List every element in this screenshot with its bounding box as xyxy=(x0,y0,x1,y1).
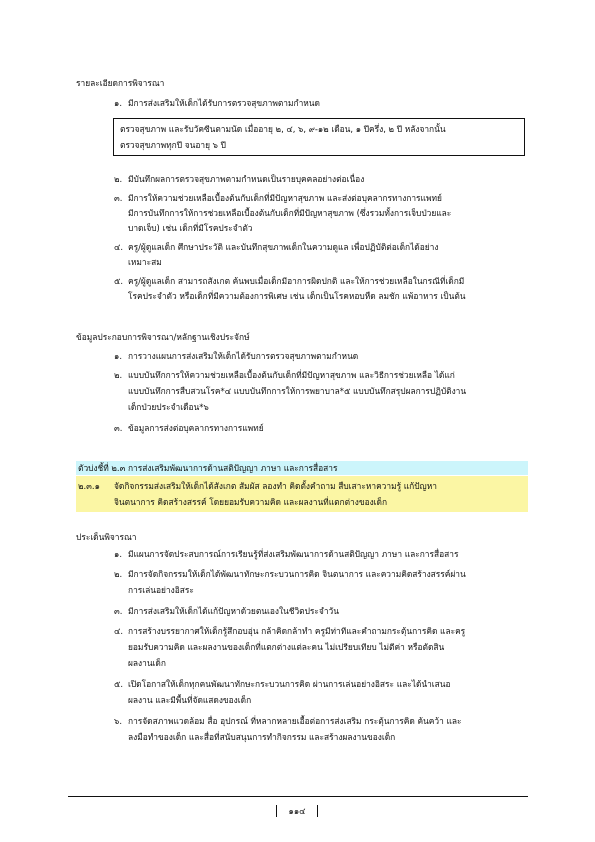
item-text: การเล่นอย่างอิสระ xyxy=(128,585,194,595)
item-text: ครู/ผู้ดูแลเด็ก สามารถสังเกต ค้นพบเมื่อเด็กมีอาการผิดปกติ และให้การช่วยเหลือในกรณีที่เด็กมี xyxy=(128,276,465,286)
item-text: ผลงาน และมีพื้นที่จัดแสดงของเด็ก xyxy=(128,695,252,705)
indicator-subitem-number: ๒.๓.๑ xyxy=(78,481,100,491)
section-heading-details: รายละเอียดการพิจารณา xyxy=(76,78,165,88)
page-number xyxy=(270,804,324,818)
indicator-subitem-text: จินตนาการ คิดสร้างสรรค์ โดยยอมรับความคิด และผลงานที่แตกต่างของเด็ก xyxy=(114,497,388,507)
item-text: การสร้างบรรยากาศให้เด็กรู้สึกอบอุ่น กล้าคิดกล้าทำ ครูมีท่าทีและคำถามกระตุ้นการคิด และครู xyxy=(128,626,466,636)
item-text: แบบบันทึกการให้ความช่วยเหลือเบื้องต้นกับเด็กที่มีปัญหาสุขภาพ และวิธีการช่วยเหลือ ได้แก่ xyxy=(128,370,455,380)
item-number: ๓. xyxy=(114,606,123,616)
page-number-text: ๑๑๔ xyxy=(288,806,306,816)
item-text: ครู/ผู้ดูแลเด็ก ศึกษาประวัติ และบันทึกสุขภาพเด็กในความดูแล เพื่อปฏิบัติต่อเด็กได้อย่าง xyxy=(128,242,439,252)
indicator-subitem-text: จัดกิจกรรมส่งเสริมให้เด็กได้สังเกต สัมผัส ลองทำ คิดตั้งคำถาม สืบเสาะหาความรู้ แก้ปัญหา xyxy=(114,481,437,491)
item-number: ๒. xyxy=(114,370,123,380)
item-text: เปิดโอกาสให้เด็กทุกคนพัฒนาทักษะกระบวนการคิด ผ่านการเล่นอย่างอิสระ และได้นำเสนอ xyxy=(128,679,451,689)
item-number: ๕. xyxy=(114,679,124,689)
item-number: ๒. xyxy=(114,569,123,579)
section-heading-evidence: ข้อมูลประกอบการพิจารณา/หลักฐานเชิงประจักษ์ xyxy=(76,332,250,342)
item-text: มีการส่งเสริมให้เด็กได้แก้ปัญหาด้วยตนเองในชีวิตประจำวัน xyxy=(128,606,339,616)
item-text: การวางแผนการส่งเสริมให้เด็กได้รับการตรวจสุขภาพตามกำหนด xyxy=(128,351,359,361)
item-text: ลงมือทำของเด็ก และสื่อที่สนับสนุนการทำกิจกรรม และสร้างผลงานของเด็ก xyxy=(128,732,396,742)
section-heading-considerations: ประเด็นพิจารณา xyxy=(76,532,137,542)
item-text: ผลงานเด็ก xyxy=(128,658,166,668)
item-text: มีบันทึกผลการตรวจสุขภาพตามกำหนดเป็นรายบุคคลอย่างต่อเนื่อง xyxy=(128,174,365,184)
item-number: ๕. xyxy=(114,276,124,286)
item-text: มีการให้ความช่วยเหลือเบื้องต้นกับเด็กที่มีปัญหาสุขภาพ และส่งต่อบุคลากรทางการแพทย์ xyxy=(128,193,442,203)
item-text: แบบบันทึกการสืบสวนโรค*๔ แบบบันทึกการให้การพยาบาล*๕ แบบบันทึกสรุปผลการปฏิบัติงาน xyxy=(128,386,467,396)
item-text: ยอมรับความคิด และผลงานของเด็กที่แตกต่างแต่ละคน ไม่เปรียบเทียบ ไม่ตีค่า หรือตัดสิน xyxy=(128,642,445,652)
item-number: ๑. xyxy=(114,98,122,108)
indicator-title: ตัวบ่งชี้ที่ ๒.๓ การส่งเสริมพัฒนาการด้านสติปัญญา ภาษา และการสื่อสาร xyxy=(78,463,338,473)
item-number: ๑. xyxy=(114,351,122,361)
page-number-left-bar xyxy=(276,805,277,817)
item-text: เด็กป่วยประจำเดือน*๖ xyxy=(128,402,209,412)
box-text: ตรวจสุขภาพ และรับวัคซีนตามนัด เมื่ออายุ ๒, ๔, ๖, ๙-๑๒ เดือน, ๑ ปีครึ่ง, ๒ ปี หลังจากนั้น xyxy=(120,124,446,134)
item-text: การจัดสภาพแวดล้อม สื่อ อุปกรณ์ ที่หลากหลายเอื้อต่อการส่งเสริม กระตุ้นการคิด ค้นคว้า และ xyxy=(128,716,462,726)
item-text: มีแผนการจัดประสบการณ์การเรียนรู้ที่ส่งเสริมพัฒนาการด้านสติปัญญา ภาษา และการสื่อสาร xyxy=(128,549,459,559)
page-number-right-bar xyxy=(317,805,318,817)
item-number: ๔. xyxy=(114,242,124,252)
item-text: ข้อมูลการส่งต่อบุคลากรทางการแพทย์ xyxy=(128,423,264,433)
box-text: ตรวจสุขภาพทุกปี จนอายุ ๖ ปี xyxy=(120,140,226,150)
item-number: ๒. xyxy=(114,174,123,184)
footer-rule xyxy=(68,796,528,797)
item-number: ๑. xyxy=(114,549,122,559)
item-number: ๔. xyxy=(114,626,124,636)
item-text: บาดเจ็บ) เช่น เด็กที่มีโรคประจำตัว xyxy=(128,223,253,233)
item-number: ๓. xyxy=(114,193,123,203)
item-text: มีการบันทึกการให้การช่วยเหลือเบื้องต้นกับเด็กที่มีปัญหาสุขภาพ (ซึ่งรวมทั้งการเจ็บป่วยและ xyxy=(128,208,452,218)
item-text: เหมาะสม xyxy=(128,257,162,267)
item-text: โรคประจำตัว หรือเด็กที่มีความต้องการพิเศษ เช่น เด็กเป็นโรคหอบหืด ลมชัก แพ้อาหาร เป็นต้น xyxy=(128,291,466,301)
item-number: ๖. xyxy=(114,716,122,726)
item-text: มีการจัดกิจกรรมให้เด็กได้พัฒนาทักษะกระบวนการคิด จินตนาการ และความคิดสร้างสรรค์ผ่าน xyxy=(128,569,466,579)
item-number: ๓. xyxy=(114,423,123,433)
item-text: มีการส่งเสริมให้เด็กได้รับการตรวจสุขภาพตามกำหนด xyxy=(128,98,320,108)
